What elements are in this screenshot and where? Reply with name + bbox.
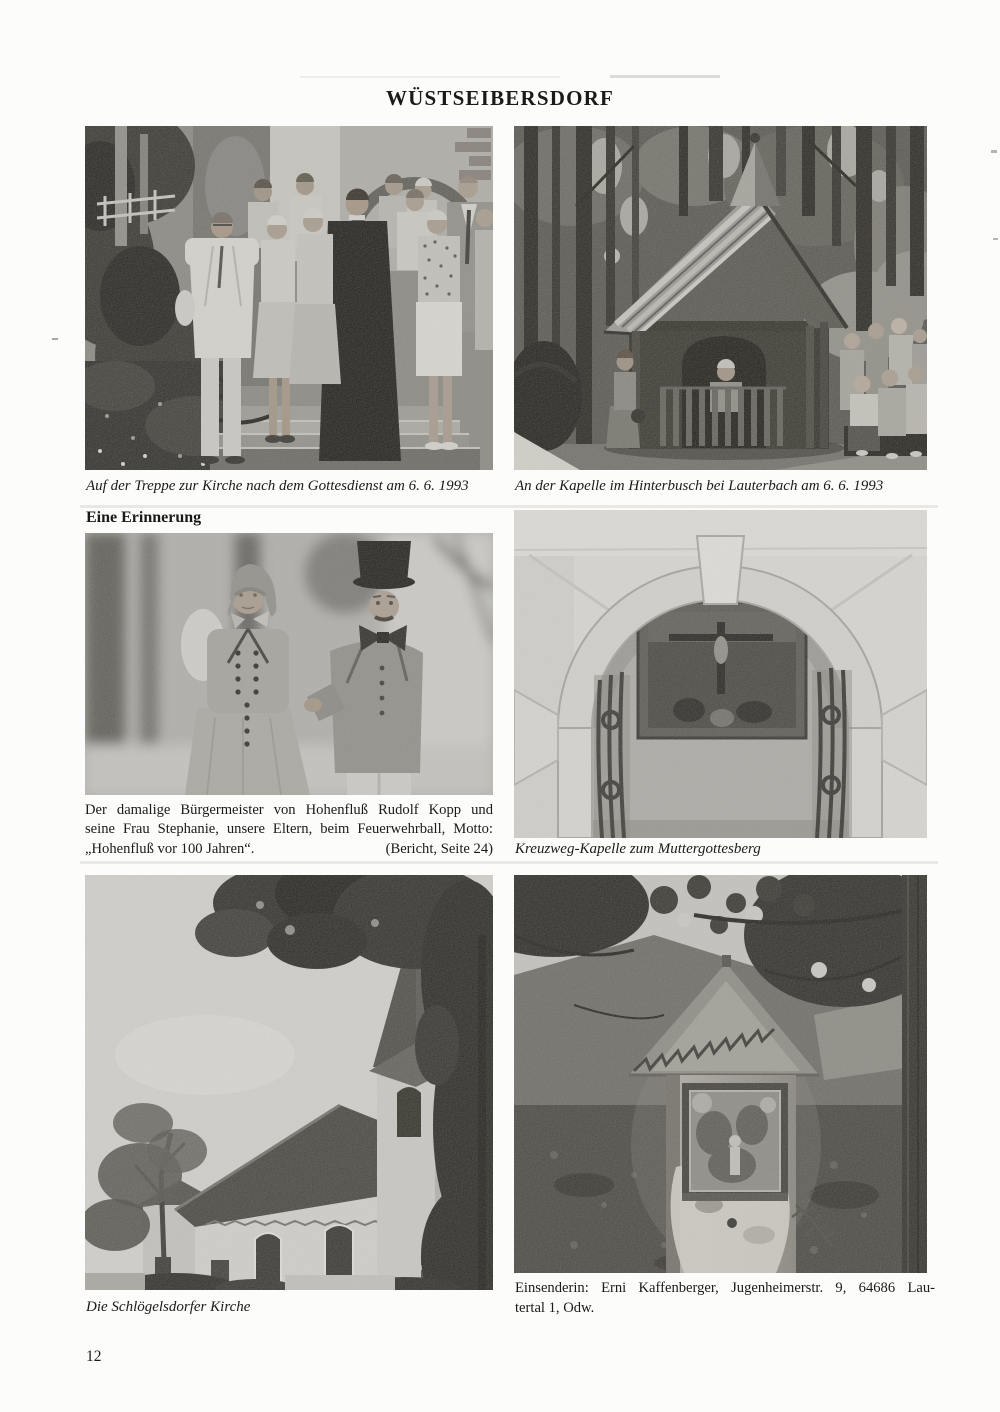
photo-wayside-shrine bbox=[514, 875, 927, 1273]
photo-church-steps-group bbox=[85, 126, 493, 470]
caption-kreuzweg: Kreuzweg-Kapelle zum Muttergottesberg bbox=[515, 841, 761, 857]
page-number: 12 bbox=[86, 1348, 102, 1365]
caption-memory-line3 bbox=[85, 840, 493, 859]
caption-memory bbox=[85, 801, 493, 859]
photo-schloegelsdorf-church bbox=[85, 875, 493, 1290]
photo-kreuzweg-arch bbox=[514, 510, 927, 838]
scan-artifact-mark bbox=[52, 338, 58, 340]
caption-memory-reference: (Bericht, Seite 24) bbox=[385, 840, 493, 857]
scan-artifact-line bbox=[80, 505, 938, 508]
caption-memory-quote: „Hohenfluß vor 100 Jahren“. bbox=[85, 840, 255, 857]
caption-forest-chapel: An der Kapelle im Hinterbusch bei Lauterbach am 6. 6. 1993 bbox=[515, 478, 884, 494]
caption-sender-line1: Einsenderin: Erni Kaffenberger, Jugenheimerstr. 9, 64686 Lau- bbox=[515, 1280, 935, 1296]
caption-schloegelsdorf: Die Schlögelsdorfer Kirche bbox=[86, 1299, 251, 1315]
page-title: WÜSTSEIBERSDORF bbox=[385, 86, 615, 110]
caption-church-steps: Auf der Treppe zur Kirche nach dem Gottesdienst am 6. 6. 1993 bbox=[86, 478, 469, 494]
caption-sender bbox=[515, 1278, 935, 1318]
photo-forest-chapel bbox=[514, 126, 927, 470]
caption-memory-line2: seine Frau Stephanie, unsere Eltern, beim Feuerwehrball, Motto: bbox=[85, 821, 493, 838]
scan-artifact-mark bbox=[991, 150, 997, 153]
scan-artifact-line bbox=[610, 75, 720, 78]
scan-artifact-line bbox=[300, 76, 560, 78]
scan-artifact-mark bbox=[993, 238, 998, 240]
section-heading-erinnerung: Eine Erinnerung bbox=[86, 509, 202, 526]
caption-sender-line2: tertal 1, Odw. bbox=[515, 1300, 595, 1316]
caption-memory-line1: Der damalige Bürgermeister von Hohenfluß Rudolf Kopp und bbox=[85, 802, 493, 818]
scan-artifact-line bbox=[80, 861, 938, 864]
photo-historic-couple bbox=[85, 533, 493, 795]
